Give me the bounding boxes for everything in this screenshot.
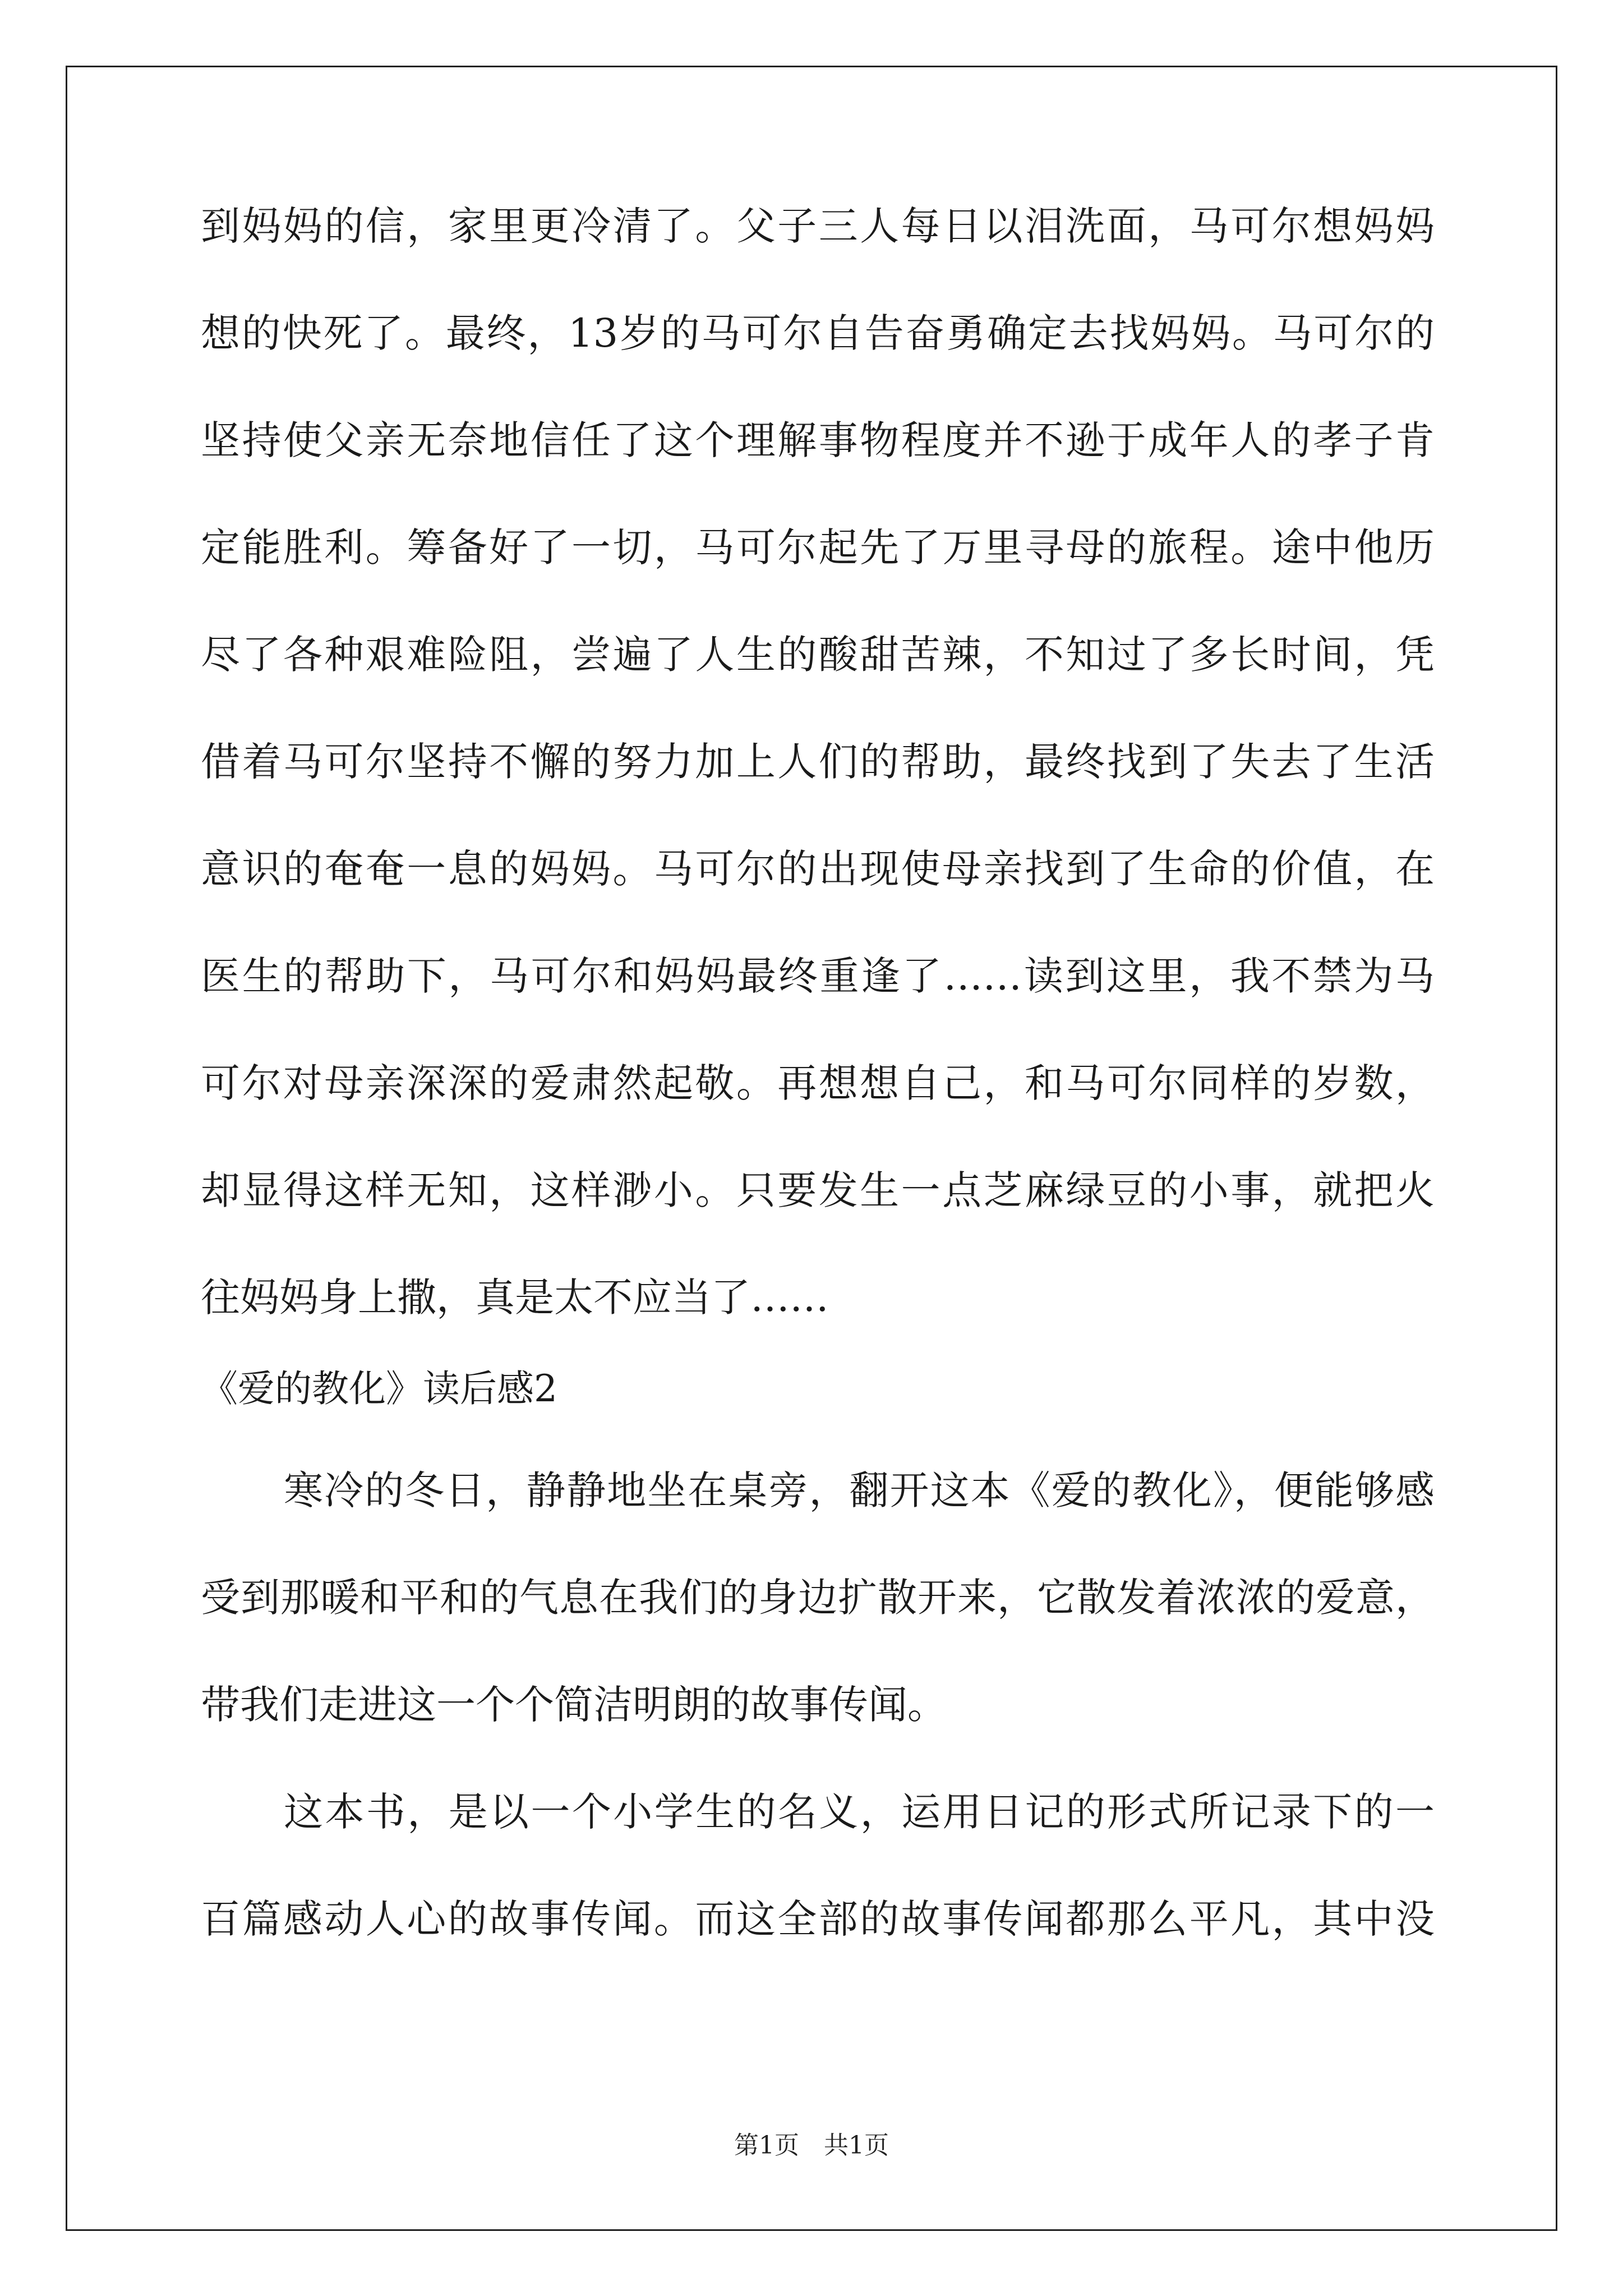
section-heading: 《爱的教化》读后感2 (201, 1367, 557, 1410)
paragraph-first-line: 寒冷的冬日，静静地坐在桌旁，翻开这本《爱的教化》，便能够感 (284, 1467, 1435, 1513)
text-line: 百篇感动人心的故事传闻。而这全部的故事传闻都那么平凡，其中没 (201, 1896, 1435, 1942)
text-line: 到妈妈的信，家里更冷清了。父子三人每日以泪洗面，马可尔想妈妈 (201, 203, 1435, 249)
text-line: 坚持使父亲无奈地信任了这个理解事物程度并不逊于成年人的孝子肯 (201, 417, 1435, 463)
text-line: 定能胜利。筹备好了一切，马可尔起先了万里寻母的旅程。途中他历 (201, 524, 1435, 570)
paragraph-first-line: 这本书，是以一个小学生的名义，运用日记的形式所记录下的一 (284, 1789, 1435, 1835)
text-line: 带我们走进这一个个简洁明朗的故事传闻。 (201, 1682, 947, 1728)
text-line: 尽了各种艰难险阻，尝遍了人生的酸甜苦辣，不知过了多长时间，凭 (201, 632, 1435, 678)
text-line: 意识的奄奄一息的妈妈。马可尔的出现使母亲找到了生命的价值，在 (201, 846, 1435, 892)
text-line: 却显得这样无知，这样渺小。只要发生一点芝麻绿豆的小事，就把火 (201, 1167, 1435, 1213)
text-line: 可尔对母亲深深的爱肃然起敬。再想想自己，和马可尔同样的岁数， (201, 1060, 1435, 1106)
text-line: 往妈妈身上撒，真是太不应当了…… (201, 1274, 829, 1320)
text-line: 借着马可尔坚持不懈的努力加上人们的帮助，最终找到了失去了生活 (201, 739, 1435, 785)
text-line: 医生的帮助下，马可尔和妈妈最终重逢了……读到这里，我不禁为马 (201, 953, 1435, 999)
text-line: 受到那暖和平和的气息在我们的身边扩散开来，它散发着浓浓的爱意， (201, 1575, 1435, 1621)
text-line: 想的快死了。最终，13岁的马可尔自告奋勇确定去找妈妈。马可尔的 (201, 310, 1435, 356)
page-footer: 第1页 共1页 (734, 2131, 889, 2160)
